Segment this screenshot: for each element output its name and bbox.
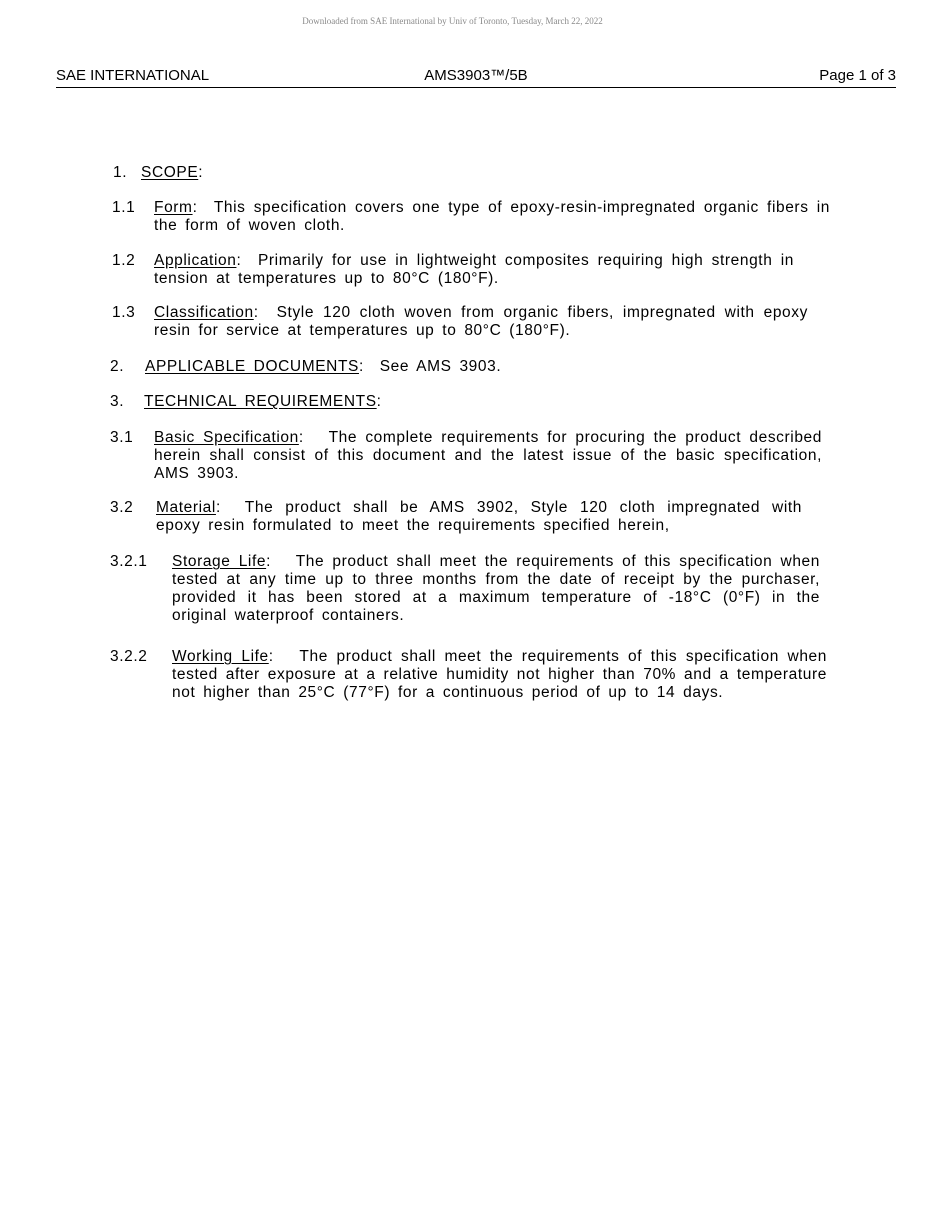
section-number: 1.: [113, 164, 128, 181]
section-number: 3.2: [110, 499, 134, 516]
section-3-2-2-working-life: [110, 648, 830, 722]
section-3-2-material: [110, 499, 830, 539]
download-watermark: Downloaded from SAE International by Univ of Toronto, Tuesday, March 22, 2022: [302, 16, 603, 26]
section-number: 3.: [110, 393, 125, 410]
section-3-2-1-storage-life: [110, 553, 830, 627]
section-title: Classification: [154, 304, 254, 321]
title-colon: :: [376, 393, 382, 410]
title-colon: :: [236, 252, 242, 269]
section-text: The complete requirements for procuring the product described herein shall consist of this document and the latest issue of the basic specification, AMS 3903.: [154, 429, 822, 482]
section-title: Basic Specification: [154, 429, 299, 446]
section-number: 1.3: [112, 304, 136, 321]
section-text: Style 120 cloth woven from organic fibers, impregnated with epoxy resin for service at temperatures up to 80°C (180°F).: [154, 304, 808, 339]
section-number: 3.1: [110, 429, 134, 446]
section-number: 3.2.2: [110, 648, 148, 665]
title-colon: :: [253, 304, 259, 321]
section-title: Form: [154, 199, 193, 216]
header-organization: SAE INTERNATIONAL: [56, 67, 210, 84]
header-page-number: Page 1 of 3: [819, 67, 896, 84]
section-title: APPLICABLE DOCUMENTS: [145, 358, 359, 375]
section-title: Storage Life: [172, 553, 267, 570]
section-title: Material: [156, 499, 216, 516]
section-2-applicable-documents: [110, 358, 830, 378]
section-1-3-classification: [112, 304, 832, 344]
section-1-2-application: [112, 252, 832, 292]
header-document-id: AMS3903™/5B: [424, 67, 528, 84]
section-text: This specification covers one type of epoxy-resin-impregnated organic fibers in the form of woven cloth.: [154, 199, 830, 234]
section-number: 3.2.1: [110, 553, 148, 570]
section-title: Working Life: [172, 648, 269, 665]
section-3-1-basic-specification: [110, 429, 830, 485]
section-text: The product shall meet the requirements of this specification when tested after exposure at a relative humidity not higher than 70% and a temperature not higher than 25°C (77°F) for a continuous period of up to 14 days.: [172, 648, 827, 701]
title-colon: :: [266, 553, 272, 570]
title-colon: :: [268, 648, 274, 665]
title-colon: :: [358, 358, 364, 375]
title-colon: :: [215, 499, 221, 516]
section-number: 1.1: [112, 199, 136, 216]
section-text: The product shall meet the requirements of this specification when tested at any time up to three months from the date of receipt by the purchaser, provided it has been stored at a maximum temperature of -18°C (0°F) in the original waterproof containers.: [172, 553, 820, 624]
section-text: Primarily for use in lightweight composites requiring high strength in tension at temperatures up to 80°C (180°F).: [154, 252, 794, 287]
title-colon: :: [198, 164, 204, 181]
section-number: 1.2: [112, 252, 136, 269]
section-1-scope: [113, 164, 833, 184]
section-title: Application: [154, 252, 237, 269]
section-text: The product shall be AMS 3902, Style 120 cloth impregnated with epoxy resin formulated to meet the requirements specified herein,: [156, 499, 802, 534]
section-title: SCOPE: [141, 164, 199, 181]
title-colon: :: [192, 199, 198, 216]
section-number: 2.: [110, 358, 125, 375]
section-1-1-form: [112, 199, 832, 239]
section-text: See AMS 3903.: [379, 358, 502, 375]
section-3-technical-requirements: [110, 393, 830, 413]
title-colon: :: [298, 429, 304, 446]
page-header: [56, 67, 896, 88]
section-title: TECHNICAL REQUIREMENTS: [144, 393, 377, 410]
